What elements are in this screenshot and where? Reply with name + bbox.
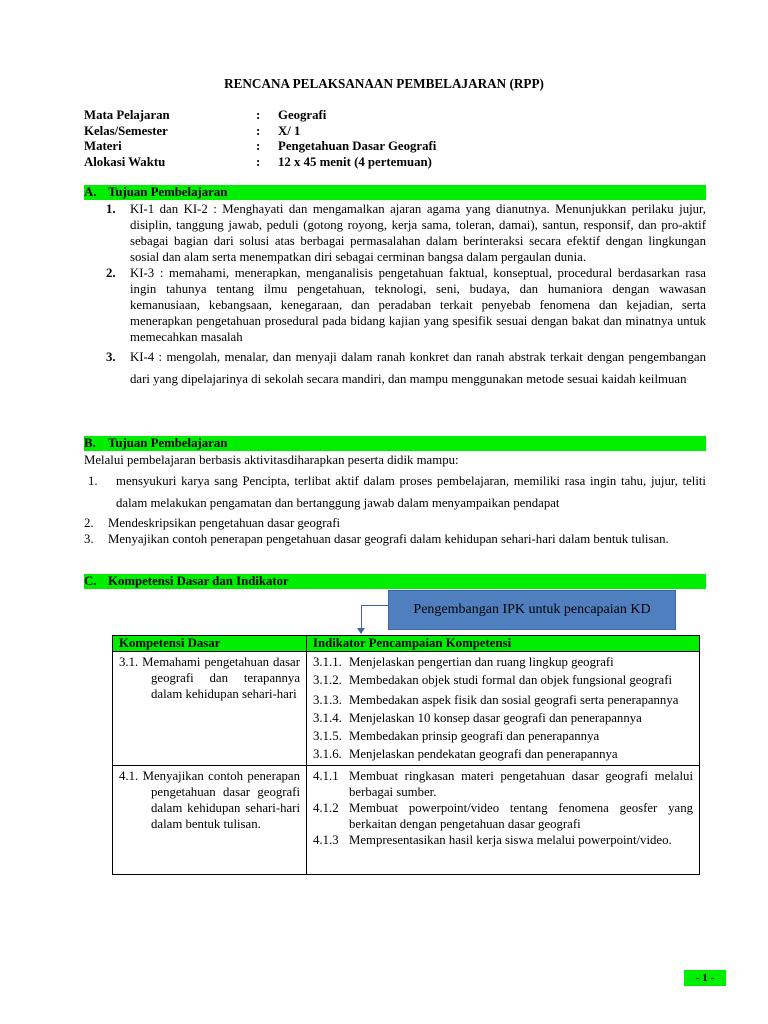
indicator-item [313,672,693,688]
list-number: 3. [106,350,116,364]
indicator-item [313,727,693,745]
indicator-text: Membuat ringkasan materi pengetahuan dasar geografi melalui berbagai sumber. [349,769,693,799]
table-header-row [113,636,700,652]
section-title: Tujuan Pembelajaran [108,436,228,450]
indicator-number: 4.1.3 [313,833,339,847]
callout-connector [361,605,388,606]
meta-value: Geografi [278,108,327,122]
meta-row-material [84,138,684,154]
list-number: 3. [84,532,94,546]
indicator-number: 4.1.2 [313,801,339,815]
list-text: Mendeskripsikan pengetahuan dasar geografi [108,516,341,530]
list-item [106,265,706,345]
list-number: 2. [84,516,94,530]
indicator-text: Menjelaskan pengertian dan ruang lingkup geografi [349,655,614,669]
list-text: KI-4 : mengolah, menalar, dan menyaji dalam ranah konkret dan ranah abstrak terkait dengan pengembangan dari yang dipelajarinya di sekolah secara mandiri, dan mampu menggunakan metode sesuai kaidah keilmuan [130,350,706,386]
list-number: 1. [88,474,98,488]
indicator-item [313,709,693,727]
list-number: 1. [106,202,116,216]
indicator-number: 3.1.4. [313,711,342,725]
meta-value: Pengetahuan Dasar Geografi [278,139,437,153]
meta-block [84,107,684,169]
indicator-text: Mempresentasikan hasil kerja siswa melalui powerpoint/video. [349,833,672,847]
meta-row-time [84,154,684,170]
list-number: 2. [106,266,116,280]
table-header-indicator: Indikator Pencampaian Kompetensi [307,636,700,652]
list-item [106,201,706,265]
indicator-text: Membedakan objek studi formal dan objek fungsional geografi [349,673,673,687]
arrow-down-icon [357,628,365,634]
section-letter: A. [84,185,97,199]
list-text: mensyukuri karya sang Pencipta, terlibat aktif dalam proses pembelajaran, memiliki rasa ingin tahu, jujur, teliti dalam melakukan pengamatan dan bertanggung jawab dalam menyampaikan pendapat [116,474,706,510]
meta-label: Mata Pelajaran [84,108,170,122]
section-title: Tujuan Pembelajaran [108,185,228,199]
list-text: KI-1 dan KI-2 : Menghayati dan mengamalkan ajaran agama yang dianutnya. Menunjukkan perilaku jujur, disiplin, tanggung jawab, peduli (gotong royong, kerja sama, toleran, damai), santun, responsif, dan pro-aktif sebagai bagian dari solusi atas berbagai permasalahan dalam berinteraksi secara efektif dengan lingkungan sosial dan alam serta menempatkan diri sebagai cerminan bangsa dalam pergaulan dunia. [130,202,706,264]
meta-colon: : [256,123,261,138]
page-number: - 1 - [684,970,726,986]
indicator-number: 3.1.6. [313,747,342,761]
section-a-list [106,201,706,390]
list-item [106,346,706,390]
section-letter: B. [84,436,96,450]
table-row [113,652,700,766]
indicator-item [313,832,693,848]
meta-value: 12 x 45 menit (4 pertemuan) [278,154,432,169]
document-title: RENCANA PELAKSANAAN PEMBELAJARAN (RPP) [224,76,544,91]
table-cell-indicators [307,766,700,875]
indicator-item [313,800,693,832]
indicator-item [313,654,693,670]
meta-label: Alokasi Waktu [84,154,166,169]
meta-label: Materi [84,139,122,153]
list-item [84,515,706,531]
indicator-text: Membedakan aspek fisik dan sosial geografi serta penerapannya [349,693,679,707]
competency-table [112,635,700,875]
table-header-kd: Kompetensi Dasar [113,636,307,652]
indicator-number: 3.1.2. [313,673,342,687]
list-item [84,470,706,514]
section-title: Kompetensi Dasar dan Indikator [108,574,289,588]
table-cell-kd [113,766,307,875]
ipk-callout-box: Pengembangan IPK untuk pencapaian KD [388,590,676,630]
kd-text: 3.1. Memahami pengetahuan dasar geografi dan terapannya dalam kehidupan sehari-hari [119,655,300,701]
meta-row-subject [84,107,684,123]
list-text: Menyajikan contoh penerapan pengetahuan dasar geografi dalam kehidupan sehari-hari dalam bentuk tulisan. [108,532,669,546]
indicator-text: Menjelaskan pendekatan geografi dan penerapannya [349,747,618,761]
indicator-number: 3.1.5. [313,729,342,743]
section-c-heading [84,574,706,589]
meta-colon: : [256,108,261,122]
meta-value: X/ 1 [278,123,301,138]
table-cell-indicators [307,652,700,766]
table-cell-kd [113,652,307,766]
indicator-text: Menjelaskan 10 konsep dasar geografi dan penerapannya [349,711,642,725]
section-letter: C. [84,574,97,588]
table-row [113,766,700,875]
kd-text: 4.1. Menyajikan contoh penerapan pengetahuan dasar geografi dalam kehidupan sehari-hari dalam bentuk tulisan. [119,769,300,831]
indicator-number: 3.1.3. [313,693,342,707]
indicator-number: 4.1.1 [313,769,339,783]
indicator-item [313,768,693,800]
indicator-item [313,745,693,763]
indicator-text: Membedakan prinsip geografi dan penerapannya [349,729,600,743]
section-b-list [84,470,706,547]
section-a-heading [84,185,706,200]
meta-row-class [84,123,684,139]
indicator-item [313,691,693,709]
meta-colon: : [256,154,261,169]
section-b-intro: Melalui pembelajaran berbasis aktivitasdiharapkan peserta didik mampu: [84,453,459,467]
indicator-text: Membuat powerpoint/video tentang fenomena geosfer yang berkaitan dengan pengetahuan dasar geografi [349,801,693,831]
indicator-number: 3.1.1. [313,655,342,669]
section-b-heading [84,436,706,451]
meta-colon: : [256,139,261,153]
meta-label: Kelas/Semester [84,123,168,138]
list-text: KI-3 : memahami, menerapkan, menganalisis pengetahuan faktual, konseptual, procedural berdasarkan rasa ingin tahunya tentang ilmu pengetahuan, teknologi, seni, budaya, dan humaniora dengan wawasan kemanusiaan, kebangsaan, kenegaraan, dan peradaban terkait penyebab fenomena dan kejadian, serta menerapkan pengetahuan prosedural pada bidang kajian yang spesifik sesuai dengan bakat dan minatnya untuk memecahkan masalah [130,266,706,344]
list-item [84,531,706,547]
